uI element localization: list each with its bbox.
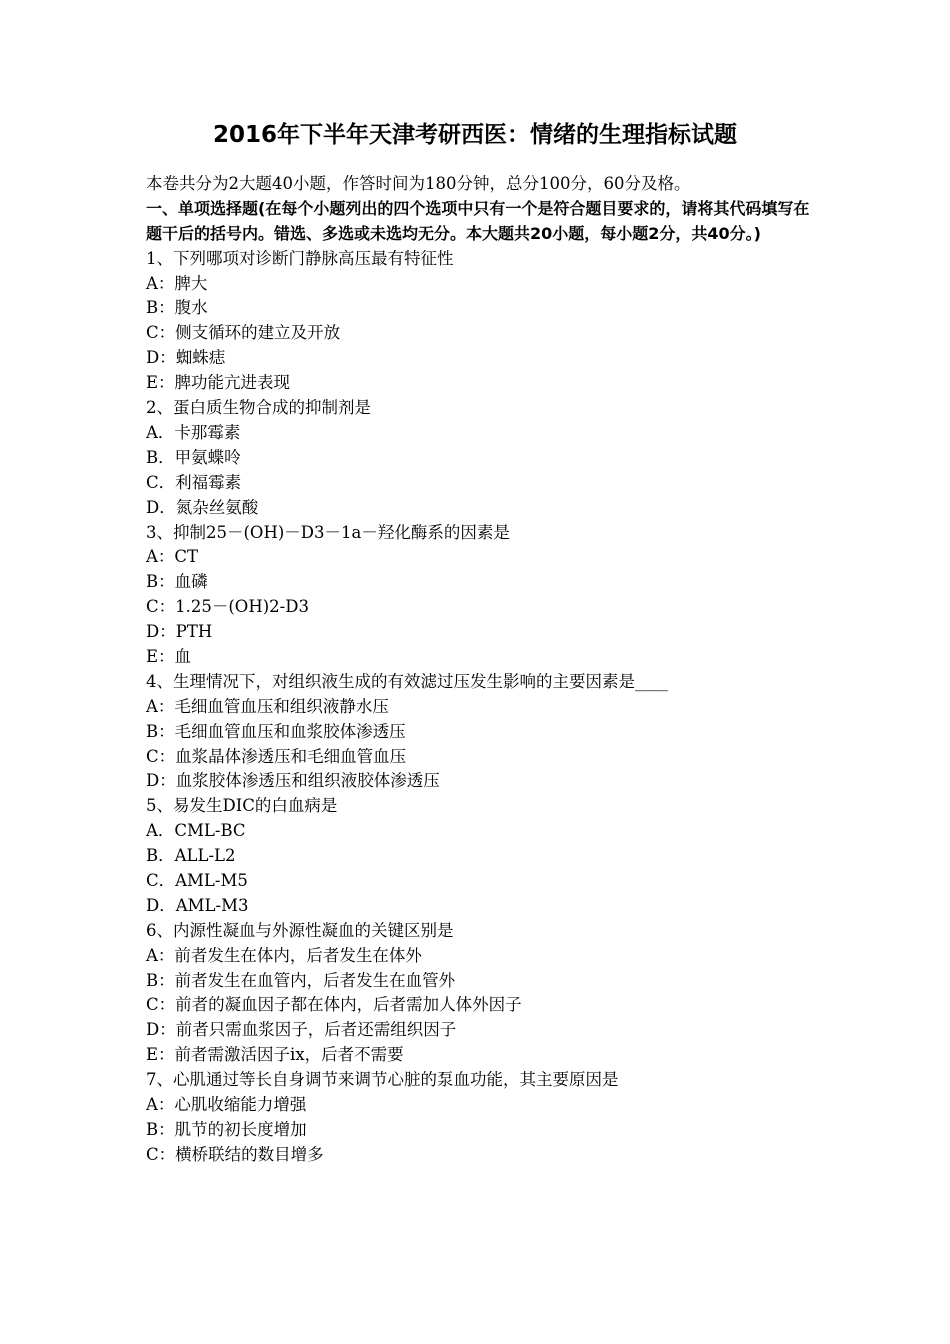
section-header: 一、单项选择题(在每个小题列出的四个选项中只有一个是符合题目要求的，请将其代码填写在题干后的括号内。错选、多选或未选均无分。本大题共20小题，每小题2分，共40分。) [146, 198, 810, 243]
option-c: C：前者的凝血因子都在体内，后者需加人体外因子 [146, 995, 522, 1015]
option-d: D：血浆胶体渗透压和组织液胶体渗透压 [146, 771, 440, 791]
option-a: A：前者发生在体内，后者发生在体外 [146, 945, 422, 965]
question-stem: 5、易发生DIC的白血病是 [146, 796, 338, 816]
document-body [146, 172, 811, 1168]
option-a: A：心肌收缩能力增强 [146, 1094, 307, 1114]
option-c: C：1.25－(OH)2-D3 [146, 597, 309, 617]
option-d: D．AML-M3 [146, 895, 249, 915]
question-5 [146, 794, 811, 918]
option-a: A：脾大 [146, 273, 208, 293]
question-1 [146, 247, 811, 396]
question-3 [146, 521, 811, 670]
option-c: C：侧支循环的建立及开放 [146, 323, 341, 343]
question-7 [146, 1068, 811, 1168]
page-title: 2016年下半年天津考研西医：情绪的生理指标试题 [212, 122, 737, 148]
question-4 [146, 670, 811, 794]
option-d: D．氮杂丝氨酸 [146, 497, 259, 517]
option-d: D：蜘蛛痣 [146, 348, 226, 368]
option-c: C：横桥联结的数目增多 [146, 1144, 324, 1164]
option-b: B：肌节的初长度增加 [146, 1119, 307, 1139]
option-e: E：前者需激活因子ix，后者不需要 [146, 1045, 404, 1065]
option-d: D：前者只需血浆因子，后者还需组织因子 [146, 1020, 457, 1040]
option-b: B．ALL-L2 [146, 846, 236, 866]
option-e: E：脾功能亢进表现 [146, 373, 291, 393]
question-stem: 4、生理情况下，对组织液生成的有效滤过压发生影响的主要因素是____ [146, 671, 668, 691]
option-b: B：毛细血管血压和血浆胶体渗透压 [146, 721, 406, 741]
option-e: E：血 [146, 646, 192, 666]
option-a: A：毛细血管血压和组织液静水压 [146, 696, 389, 716]
option-b: B：血磷 [146, 572, 208, 592]
question-stem: 1、下列哪项对诊断门静脉高压最有特征性 [146, 248, 454, 268]
option-a: A：CT [146, 547, 199, 567]
option-a: A．CML-BC [146, 821, 246, 841]
option-c: C．AML-M5 [146, 870, 248, 890]
question-2 [146, 396, 811, 520]
question-6 [146, 919, 811, 1068]
question-stem: 6、内源性凝血与外源性凝血的关键区别是 [146, 920, 454, 940]
option-b: B：前者发生在血管内，后者发生在血管外 [146, 970, 456, 990]
option-a: A．卡那霉素 [146, 422, 241, 442]
question-stem: 3、抑制25－(OH)－D3－1a－羟化酶系的因素是 [146, 522, 510, 542]
exam-intro: 本卷共分为2大题40小题，作答时间为180分钟，总分100分，60分及格。 [146, 174, 691, 193]
option-b: B．甲氨蝶呤 [146, 447, 241, 467]
option-c: C：血浆晶体渗透压和毛细血管血压 [146, 746, 407, 766]
option-b: B：腹水 [146, 298, 208, 318]
option-d: D：PTH [146, 622, 213, 642]
question-stem: 2、蛋白质生物合成的抑制剂是 [146, 398, 371, 418]
option-c: C．利福霉素 [146, 472, 242, 492]
question-stem: 7、心肌通过等长自身调节来调节心脏的泵血功能，其主要原因是 [146, 1070, 619, 1090]
